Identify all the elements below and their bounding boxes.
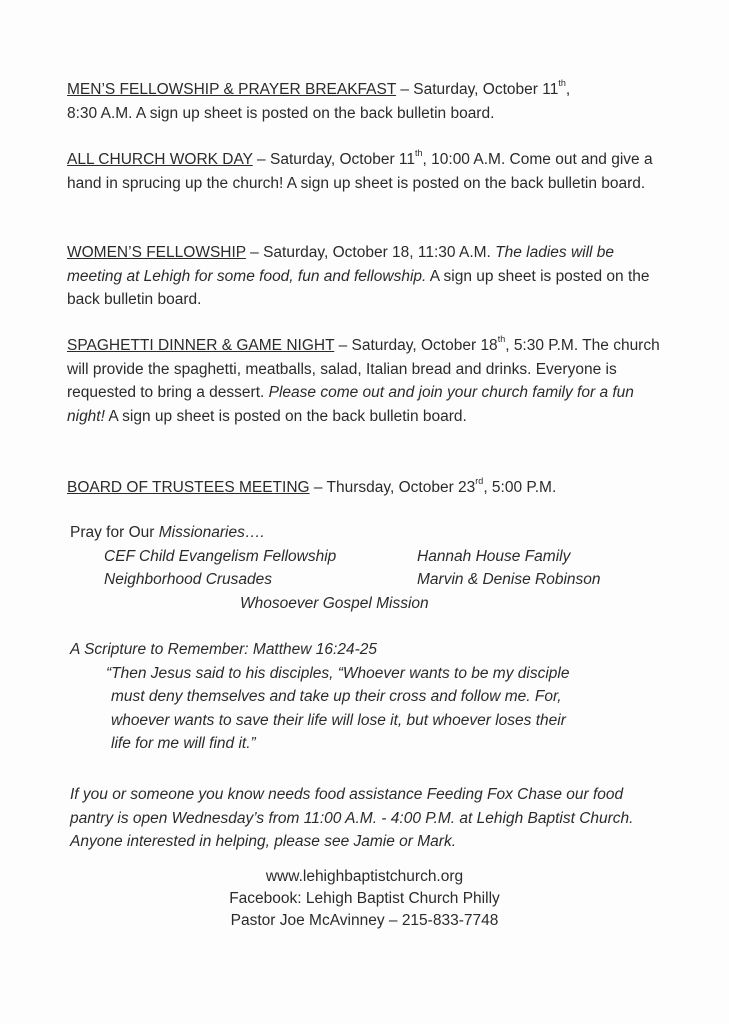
event-heading: MEN’S FELLOWSHIP & PRAYER BREAKFAST [67, 81, 397, 98]
facebook-line: Facebook: Lehigh Baptist Church Philly [229, 890, 500, 907]
event-heading: BOARD OF TRUSTEES MEETING [67, 479, 310, 496]
event-body: , 10:00 A.M. Come out and give a hand in sprucing up the church! A sign up sheet is posted on the back bulletin board. [67, 151, 653, 192]
missionaries-section [70, 521, 670, 615]
missionary: Marvin & Denise Robinson [417, 571, 601, 588]
event-mens-fellowship: MEN’S FELLOWSHIP & PRAYER BREAKFAST – Saturday, October 11th, 8:30 A.M. A sign up sheet is posted on the back bulletin board. [67, 77, 571, 122]
missionary: CEF Child Evangelism Fellowship [104, 547, 337, 565]
website-link[interactable]: www.lehighbaptistchurch.org [265, 868, 464, 885]
event-heading: ALL CHURCH WORK DAY [67, 151, 253, 168]
event-body: 8:30 A.M. A sign up sheet is posted on the back bulletin board. [67, 104, 495, 122]
missionary: Neighborhood Crusades [104, 571, 273, 588]
event-heading: SPAGHETTI DINNER & GAME NIGHT [67, 337, 335, 354]
missionary: Hannah House Family [417, 547, 571, 565]
scripture-section [70, 638, 690, 756]
pastor-contact: Pastor Joe McAvinney – 215-833-7748 [230, 912, 499, 929]
food-pantry-notice: If you or someone you know needs food assistance Feeding Fox Chase our food pantry is open Wednesday’s from 11:00 A.M. - 4:00 P.M. at Lehigh Baptist Church. Anyone interested in helping, please see Jamie or Mark. [70, 786, 634, 850]
scripture-title: A Scripture to Remember: Matthew 16:24-25 [70, 641, 377, 658]
event-womens-fellowship: WOMEN’S FELLOWSHIP – Saturday, October 18, 11:30 A.M. The ladies will be meeting at Lehigh for some food, fun and fellowship. A sign up sheet is posted on the back bulletin board. [67, 244, 650, 308]
event-heading: WOMEN’S FELLOWSHIP [67, 244, 246, 261]
missionaries-title: Pray for Our Missionaries…. [70, 524, 265, 541]
contact-footer [0, 866, 729, 932]
event-work-day: ALL CHURCH WORK DAY – Saturday, October 11th, 10:00 A.M. Come out and give a hand in sprucing up the church! A sign up sheet is posted on the back bulletin board. [67, 147, 653, 192]
scripture-text: “Then Jesus said to his disciples, “Whoever wants to be my disciple must deny themselves and take up their cross and follow me. For, whoever wants to save their life will lose it, but whoever loses their life for me will find it.” [106, 664, 570, 752]
event-trustees-meeting: BOARD OF TRUSTEES MEETING – Thursday, October 23rd, 5:00 P.M. [67, 475, 557, 496]
event-spaghetti-dinner: SPAGHETTI DINNER & GAME NIGHT – Saturday, October 18th, 5:30 P.M. The church will provide the spaghetti, meatballs, salad, Italian bread and drinks. Everyone is requested to bring a dessert. Please come out and join your church family for a fun night! A sign up sheet is posted on the back bulletin board. [67, 333, 660, 425]
missionary: Whosoever Gospel Mission [240, 594, 429, 612]
